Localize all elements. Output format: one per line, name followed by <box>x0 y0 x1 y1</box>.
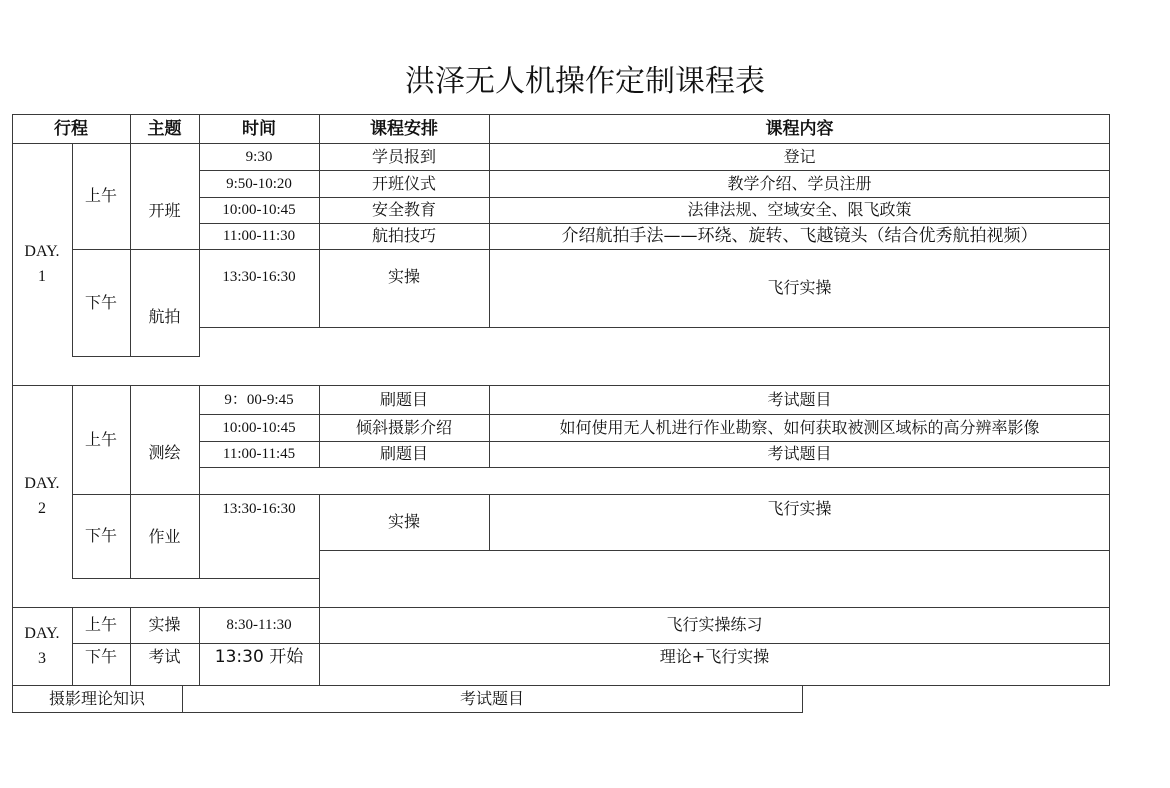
day-prefix: DAY. <box>24 243 60 260</box>
topic-cell: 实操 <box>148 615 181 634</box>
header-time: 时间 <box>242 118 276 139</box>
topic-cell: 作业 <box>148 527 181 546</box>
period-afternoon: 下午 <box>84 526 117 545</box>
content-cell: 飞行实操 <box>767 499 832 518</box>
day-prefix: DAY. <box>24 475 60 492</box>
time-cell: 10:00-10:45 <box>222 419 296 436</box>
content-cell: 介绍航拍手法——环绕、旋转、飞越镜头（结合优秀航拍视频） <box>561 226 1038 246</box>
day-number: 1 <box>38 268 46 285</box>
arrangement-cell: 刷题目 <box>379 444 428 463</box>
topic-cell: 航拍 <box>148 307 181 326</box>
day-label <box>12 385 72 607</box>
day-label <box>12 607 72 685</box>
time-cell: 13:30-16:30 <box>222 501 296 517</box>
content-cell: 考试题目 <box>767 389 832 409</box>
period-morning: 上午 <box>84 429 117 449</box>
topic-cell: 开班 <box>148 201 181 220</box>
period-afternoon: 下午 <box>84 647 117 666</box>
arrangement-cell: 开班仪式 <box>371 173 436 193</box>
time-cell: 13:30-16:30 <box>222 269 296 285</box>
time-cell: 10:00-10:45 <box>222 202 296 218</box>
day-prefix: DAY. <box>24 625 60 642</box>
topic-cell: 考试 <box>148 647 181 666</box>
topic-cell: 测绘 <box>148 443 181 462</box>
extra-content: 考试题目 <box>459 688 524 708</box>
time-cell: 8:30-11:30 <box>226 617 292 633</box>
arrangement-cell: 安全教育 <box>371 200 436 219</box>
arrangement-cell: 倾斜摄影介绍 <box>355 417 452 437</box>
content-cell: 飞行实操练习 <box>666 615 763 634</box>
header-itinerary: 行程 <box>54 118 88 139</box>
content-cell: 如何使用无人机进行作业勘察、如何获取被测区域标的高分辨率影像 <box>559 417 1040 437</box>
period-afternoon: 下午 <box>84 292 117 312</box>
arrangement-cell: 刷题目 <box>379 389 428 409</box>
content-cell: 登记 <box>783 146 816 166</box>
content-cell: 法律法规、空域安全、限飞政策 <box>687 200 912 219</box>
arrangement-cell: 学员报到 <box>371 146 436 166</box>
day-label <box>12 143 72 385</box>
arrangement-cell: 实操 <box>387 512 420 531</box>
arrangement-cell: 航拍技巧 <box>371 226 436 245</box>
time-cell: 11:00-11:30 <box>222 228 296 244</box>
time-cell: 9:50-10:20 <box>226 175 292 192</box>
day-number: 3 <box>38 650 46 667</box>
extra-label: 摄影理论知识 <box>48 688 145 708</box>
time-cell: 9:30 <box>245 148 273 165</box>
header-arrangement: 课程安排 <box>370 118 438 139</box>
content-cell: 理论+飞行实操 <box>659 647 770 666</box>
header-topic: 主题 <box>147 118 182 139</box>
time-cell: 13:30 开始 <box>214 647 304 667</box>
arrangement-cell: 实操 <box>387 267 420 286</box>
page-title: 洪泽无人机操作定制课程表 <box>405 64 765 99</box>
period-morning: 上午 <box>84 615 117 634</box>
header-content: 课程内容 <box>765 118 834 139</box>
content-cell: 飞行实操 <box>767 278 832 297</box>
time-cell: 11:00-11:45 <box>222 446 296 462</box>
day-number: 2 <box>38 500 46 517</box>
content-cell: 教学介绍、学员注册 <box>727 173 872 193</box>
period-morning: 上午 <box>84 186 117 205</box>
time-cell: 9：00-9:45 <box>224 391 294 408</box>
content-cell: 考试题目 <box>767 444 832 463</box>
